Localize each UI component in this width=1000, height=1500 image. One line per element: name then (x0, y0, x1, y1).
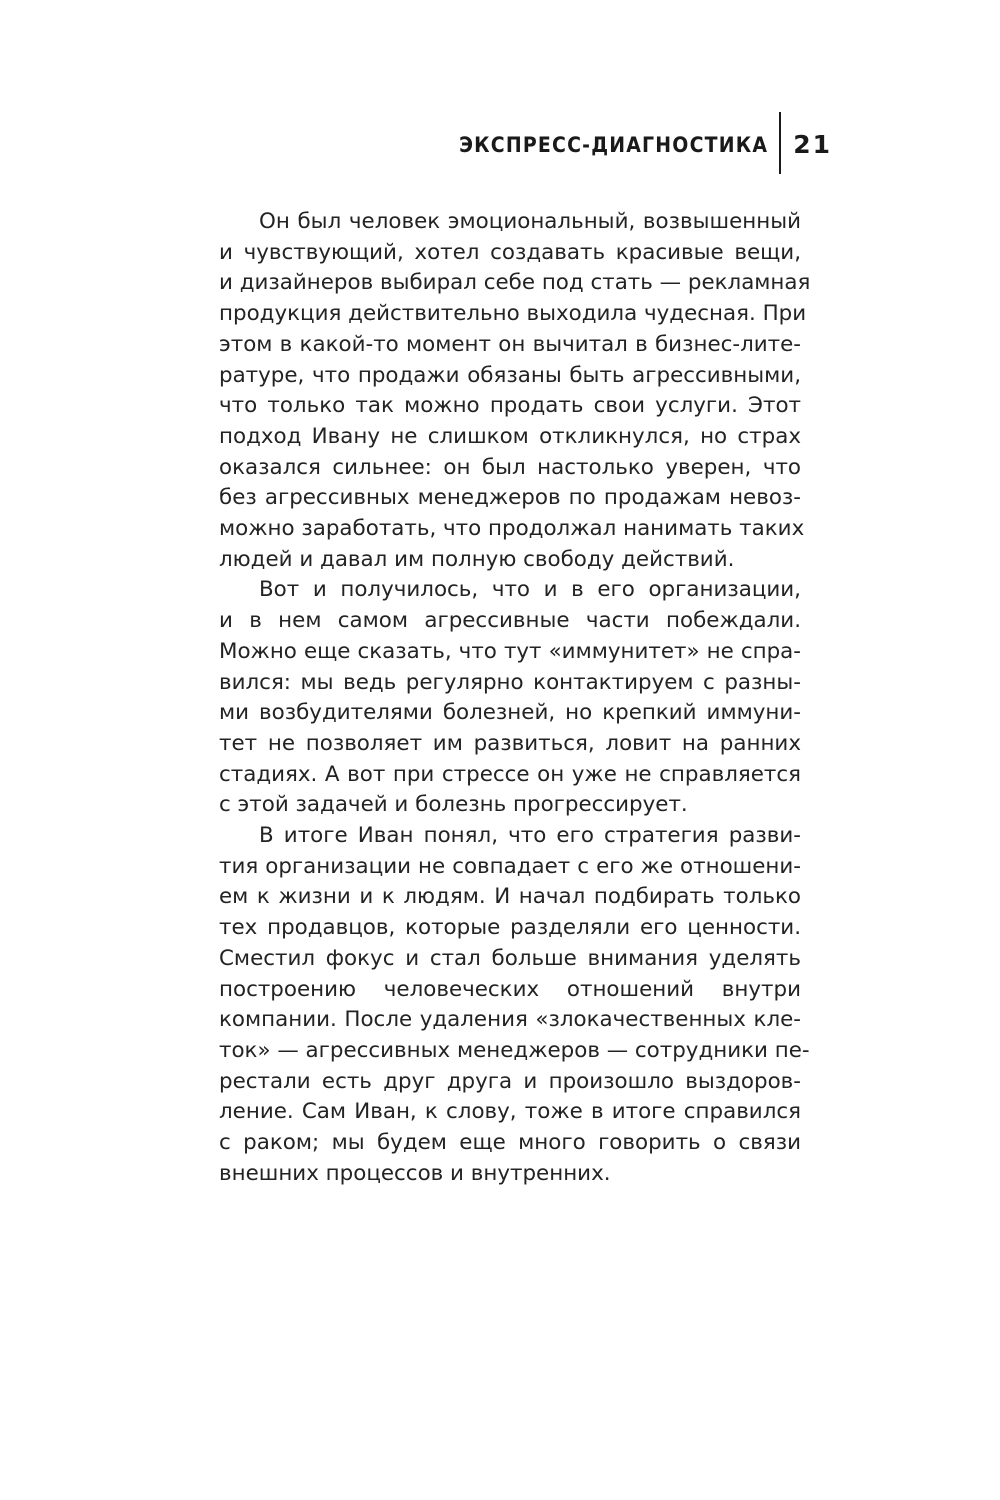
text-line: с этой задачей и болезнь прогрессирует. (219, 792, 688, 818)
text-line: внешних процессов и внутренних. (219, 1160, 611, 1186)
text-line: ление. Сам Иван, к слову, тоже в итоге справился (219, 1099, 801, 1125)
text-line: и дизайнеров выбирал себе под стать — рекламная (219, 270, 811, 296)
text-line: Он был человек эмоциональный, возвышенный (259, 209, 801, 234)
text-line: и в нем самом агрессивные части побеждали. (219, 608, 801, 634)
text-line: Сместил фокус и стал больше внимания уделять (219, 945, 801, 971)
text-line: и чувствующий, хотел создавать красивые вещи, (219, 239, 801, 265)
text-line: ем к жизни и к людям. И начал подбирать только (219, 884, 801, 910)
text-line: Можно еще сказать, что тут «иммунитет» не спра- (219, 638, 801, 664)
text-line: Вот и получилось, что и в его организации, (259, 577, 801, 603)
text-line: тия организации не совпадает с его же отношени- (219, 853, 801, 879)
text-line: тет не позволяет им развиться, ловит на ранних (219, 730, 801, 756)
text-line: В итоге Иван понял, что его стратегия разви- (259, 823, 801, 849)
paragraph (219, 207, 811, 575)
text-line: вился: мы ведь регулярно контактируем с разны- (219, 669, 801, 695)
text-line: этом в какой-то момент он вычитал в бизнес-лите- (219, 331, 801, 357)
text-line: что только так можно продать свои услуги. Этот (219, 393, 801, 419)
paragraph (219, 821, 810, 1189)
paragraph (219, 575, 801, 821)
section-title: ЭКСПРЕСС-ДИАГНОСТИКА (459, 133, 769, 157)
text-line: тех продавцов, которые разделяли его ценности. (219, 915, 801, 941)
text-line: ратуре, что продажи обязаны быть агрессивными, (219, 362, 801, 388)
text-line: оказался сильнее: он был настолько уверен, что (219, 454, 801, 480)
text-line: ток» — агрессивных менеджеров — сотрудники пе- (219, 1037, 810, 1063)
body-text (219, 207, 811, 1190)
header-divider (779, 112, 781, 174)
text-line: можно заработать, что продолжал нанимать таких (219, 516, 805, 542)
text-line: людей и давал им полную свободу действий. (219, 546, 735, 572)
text-line: ми возбудителями болезней, но крепкий иммуни- (219, 700, 801, 726)
text-line: продукция действительно выходила чудесная. При (219, 301, 807, 327)
text-line: построению человеческих отношений внутри (219, 976, 801, 1002)
running-header (459, 108, 832, 178)
text-line: компании. После удаления «злокачественных кле- (219, 1007, 801, 1033)
text-line: с раком; мы будем еще много говорить о связи (219, 1130, 801, 1156)
text-line: стадиях. А вот при стрессе он уже не справляется (219, 761, 801, 787)
text-line: подход Ивану не слишком откликнулся, но страх (219, 423, 801, 449)
text-line: рестали есть друг друга и произошло выздоров- (219, 1068, 801, 1094)
page-number: 21 (793, 129, 832, 159)
text-line: без агрессивных менеджеров по продажам невоз- (219, 485, 801, 511)
